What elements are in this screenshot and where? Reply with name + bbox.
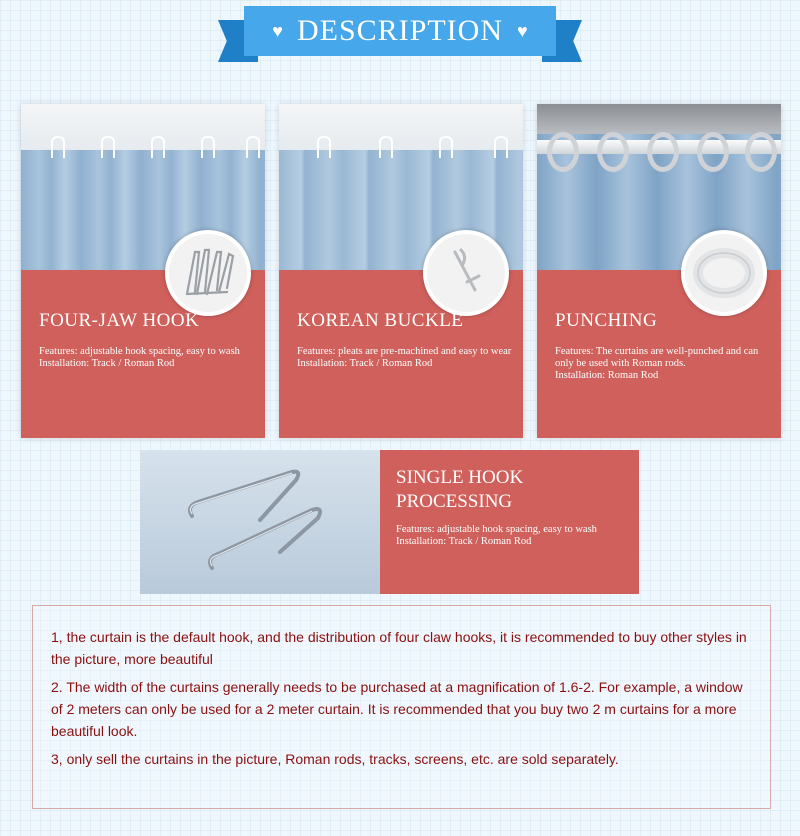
- card-features: [555, 346, 770, 382]
- installation-text: Installation: Track / Roman Rod: [39, 358, 175, 369]
- card-title: SINGLE HOOK PROCESSING: [396, 467, 524, 512]
- note-paragraph: 2. The width of the curtains generally needs to be purchased at a magnification of 1.6-2. For example, a window of 2 meters can only be used for a 2 meter curtain. It is recommended that you buy two 2 m curtains for a more beautiful look.: [51, 679, 743, 739]
- card-korean-buckle: [279, 104, 523, 438]
- heart-icon: ♥: [272, 20, 283, 41]
- single-hook-icon: [140, 450, 380, 594]
- grommet-ring-image: [681, 230, 767, 316]
- description-banner: [218, 6, 582, 66]
- features-text: Features: pleats are pre-machined and easy to wear: [297, 346, 512, 357]
- banner-title: DESCRIPTION: [296, 14, 503, 47]
- heart-icon: ♥: [517, 20, 528, 41]
- notes-box: [32, 605, 771, 809]
- features-text: Features: adjustable hook spacing, easy to wash: [396, 524, 597, 535]
- four-jaw-hook-icon: [169, 234, 247, 312]
- installation-text: Installation: Track / Roman Rod: [396, 536, 532, 547]
- single-hook-photo: [140, 450, 380, 594]
- features-text: Features: The curtains are well-punched and can only be used with Roman rods.: [555, 346, 759, 369]
- single-hook-panel: [380, 450, 639, 594]
- installation-text: Installation: Roman Rod: [555, 370, 659, 381]
- note-paragraph: 3, only sell the curtains in the picture, Roman rods, tracks, screens, etc. are sold separately.: [51, 751, 619, 767]
- korean-buckle-icon: [427, 234, 505, 312]
- card-features: [297, 346, 512, 370]
- card-title: PUNCHING: [555, 310, 658, 331]
- four-jaw-hook-image: [165, 230, 251, 316]
- korean-buckle-image: [423, 230, 509, 316]
- card-four-jaw-hook: [21, 104, 265, 438]
- grommet-ring-icon: [685, 234, 763, 312]
- banner-ribbon: [244, 6, 556, 56]
- card-title: KOREAN BUCKLE: [297, 310, 464, 331]
- installation-text: Installation: Track / Roman Rod: [297, 358, 433, 369]
- card-features: [39, 346, 254, 370]
- features-text: Features: adjustable hook spacing, easy to wash: [39, 346, 240, 357]
- card-features: [396, 524, 626, 548]
- note-paragraph: 1, the curtain is the default hook, and the distribution of four claw hooks, it is recommended to buy other styles in the picture, more beautiful: [51, 629, 747, 667]
- card-title: FOUR-JAW HOOK: [39, 310, 200, 331]
- card-punching: [537, 104, 781, 438]
